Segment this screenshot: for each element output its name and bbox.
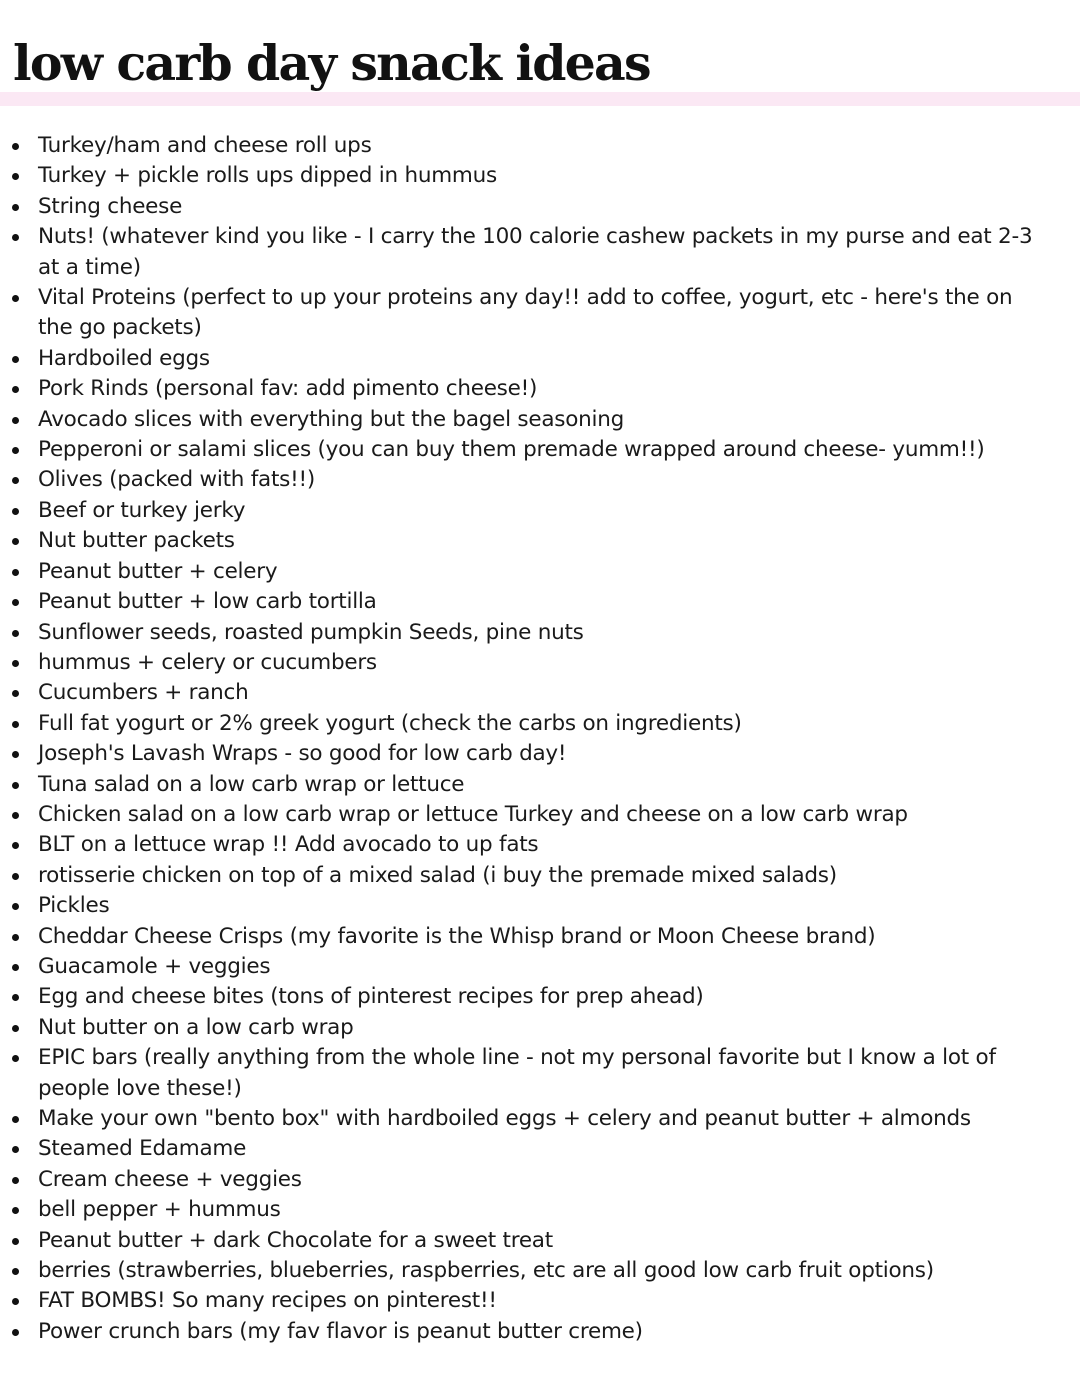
list-item: Hardboiled eggs <box>0 344 1080 374</box>
page-title: low carb day snack ideas <box>13 34 650 92</box>
list-item: Guacamole + veggies <box>0 952 1080 982</box>
list-item: Peanut butter + low carb tortilla <box>0 587 1080 617</box>
list-item: Pickles <box>0 891 1080 921</box>
list-item: Pork Rinds (personal fav: add pimento cheese!) <box>0 374 1080 404</box>
list-item: Turkey/ham and cheese roll ups <box>0 131 1080 161</box>
list-item: BLT on a lettuce wrap !! Add avocado to up fats <box>0 830 1080 860</box>
list-item: Beef or turkey jerky <box>0 496 1080 526</box>
list-item: Olives (packed with fats!!) <box>0 465 1080 495</box>
list-item: hummus + celery or cucumbers <box>0 648 1080 678</box>
list-item: Full fat yogurt or 2% greek yogurt (check the carbs on ingredients) <box>0 709 1080 739</box>
list-item: Peanut butter + dark Chocolate for a sweet treat <box>0 1226 1080 1256</box>
list-item: EPIC bars (really anything from the whole line - not my personal favorite but I know a lot of people love these!) <box>0 1043 1080 1104</box>
list-item: String cheese <box>0 192 1080 222</box>
snack-list <box>0 131 1080 1347</box>
list-item: Sunflower seeds, roasted pumpkin Seeds, pine nuts <box>0 618 1080 648</box>
list-item: Joseph's Lavash Wraps - so good for low carb day! <box>0 739 1080 769</box>
list-item: Power crunch bars (my fav flavor is peanut butter creme) <box>0 1317 1080 1347</box>
list-item: FAT BOMBS! So many recipes on pinterest!! <box>0 1286 1080 1316</box>
list-item: Cucumbers + ranch <box>0 678 1080 708</box>
list-item: Turkey + pickle rolls ups dipped in hummus <box>0 161 1080 191</box>
list-item: Tuna salad on a low carb wrap or lettuce <box>0 770 1080 800</box>
list-item: Nuts! (whatever kind you like - I carry the 100 calorie cashew packets in my purse and eat 2-3 at a time) <box>0 222 1080 283</box>
list-item: Nut butter on a low carb wrap <box>0 1013 1080 1043</box>
list-item: Pepperoni or salami slices (you can buy them premade wrapped around cheese- yumm!!) <box>0 435 1080 465</box>
list-item: Egg and cheese bites (tons of pinterest recipes for prep ahead) <box>0 982 1080 1012</box>
list-item: Steamed Edamame <box>0 1134 1080 1164</box>
list-item: Nut butter packets <box>0 526 1080 556</box>
list-item: Chicken salad on a low carb wrap or lettuce Turkey and cheese on a low carb wrap <box>0 800 1080 830</box>
list-item: Vital Proteins (perfect to up your proteins any day!! add to coffee, yogurt, etc - here's the on the go packets) <box>0 283 1080 344</box>
list-item: bell pepper + hummus <box>0 1195 1080 1225</box>
list-item: rotisserie chicken on top of a mixed salad (i buy the premade mixed salads) <box>0 861 1080 891</box>
list-item: Peanut butter + celery <box>0 557 1080 587</box>
list-item: Cheddar Cheese Crisps (my favorite is the Whisp brand or Moon Cheese brand) <box>0 922 1080 952</box>
list-item: Cream cheese + veggies <box>0 1165 1080 1195</box>
title-underline-bar <box>0 92 1080 106</box>
list-item: berries (strawberries, blueberries, raspberries, etc are all good low carb fruit options) <box>0 1256 1080 1286</box>
list-item: Avocado slices with everything but the bagel seasoning <box>0 405 1080 435</box>
list-item: Make your own "bento box" with hardboiled eggs + celery and peanut butter + almonds <box>0 1104 1080 1134</box>
